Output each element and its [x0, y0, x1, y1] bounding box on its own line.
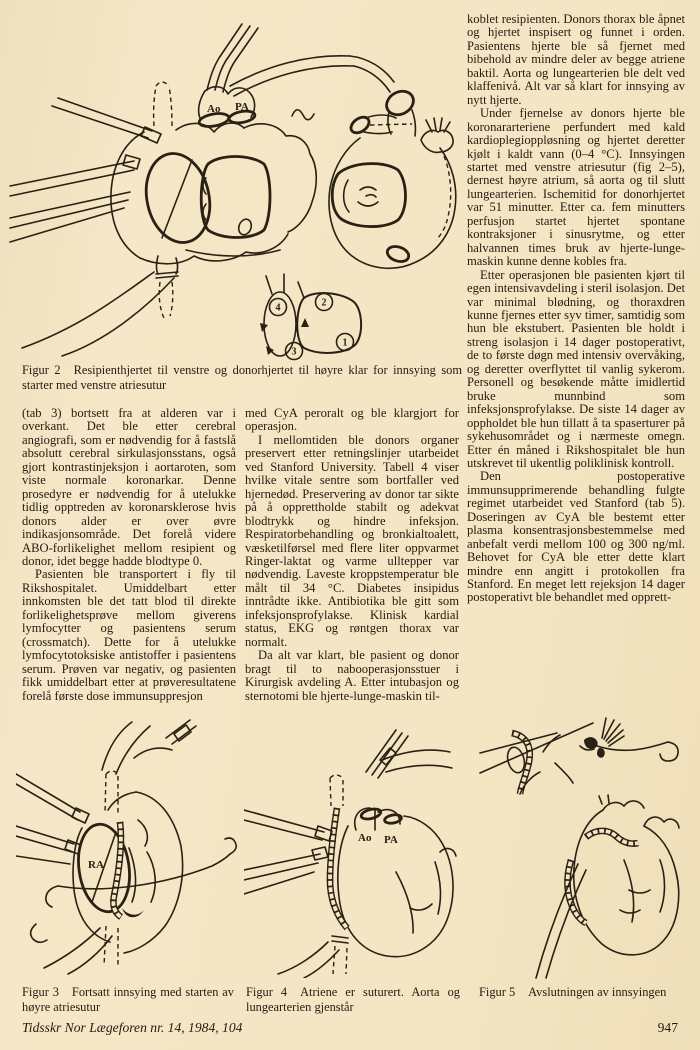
fig4-pulmonary-artery-label: PA: [384, 834, 398, 846]
fig3-right-atrium-label: RA: [88, 859, 104, 871]
figure-4-caption-text: Atriene er suturert. Aorta og lungearterien gjenstår: [246, 985, 460, 1014]
fig2-pulmonary-artery-label: PA: [235, 101, 249, 113]
paragraph: Da alt var klart, ble pasient og donor bragt til to nabooperasjonsstuer i Kirurgisk avdeling A. Etter intubasjon og sternotomi ble hjerte-lunge-maskin til-: [245, 648, 459, 703]
figure-2-illustration: [8, 6, 460, 362]
paragraph: Etter operasjonen ble pasienten kjørt til egen intensivavdeling i steril isolasjon. Det var minimal blødning, og thoraxdren kunne fjernes etter syv timer, samtidig som hun ble ekstubert. Pasienten ble holdt i streng isolasjon i 14 dager postoperativt, de to første døgn med intensiv overvåking, og deretter overflyttet til vanlig sykerom. Personell og besøkende måtte imidlertid bruke munnbind som infeksjonsprofylakse. De siste 14 dager av oppholdet ble hun tillatt å ta spaserturer på sykehusområdet og i nærmeste omegn. Etter én måned i Rikshospitalet ble hun utskrevet til ukentlig poliklinisk kontroll.: [467, 267, 685, 470]
fig2-suture-step-4: 4: [275, 302, 281, 314]
figure-3-caption-text: Fortsatt innsying med starten av høyre atriesutur: [22, 985, 234, 1014]
fig4-aorta-label: Ao: [358, 832, 372, 844]
figure-2-caption-text: Resipienthjertet til venstre og donorhjertet til høyre klar for innsying som starter med venstre atriesutur: [22, 363, 462, 392]
fig2-aorta-label: Ao: [207, 103, 221, 115]
figure-2-caption: [22, 363, 462, 392]
column-right: [467, 13, 685, 605]
fig2-suture-step-2: 2: [321, 297, 327, 309]
figure-4-caption-label: Figur 4: [246, 985, 288, 999]
paragraph: koblet resipienten. Donors thorax ble åpnet og hjertet inspisert og funnet i orden. Pasientens hjerte ble så fjernet med bibehold av mindre deler av begge atriene baktil. Aorta og lungearterien ble delt ved klaffenivå. Alt var så klart for innsying av nytt hjerte.: [467, 12, 685, 107]
figure-5-caption-label: Figur 5: [479, 985, 516, 999]
journal-citation: Tidsskr Nor Lægeforen nr. 14, 1984, 104: [22, 1020, 243, 1035]
paragraph: I mellomtiden ble donors organer preservert etter retningslinjer utarbeidet ved Stanford University. Tabell 4 viser hvilke vitale sentre som bortfaller ved hjernedød. Preservering av donor tar sikte på å opprettholde stabilt og adekvat blodtrykk og hindre infeksjon. Respiratorbehandling og bronkialtoalett, væsketilførsel med flere liter oppvarmet Ringer-laktat og varme ulltepper var nødvendig. Laveste kroppstemperatur ble målt til 34 °C. Diabetes insipidus inntrådte ikke. Antibiotika ble gitt som infeksjonsprofylakse. Klinisk kardial status, EKG og røntgen thorax var normalt.: [245, 432, 459, 649]
paragraph: (tab 3) bortsett fra at alderen var i overkant. Det ble etter cerebral angiografi, som er nødvendig for å fastslå absolutt cerebral sirkulasjonsstans, også gjort kontrastinjeksjon i aortaroten, som viste normale koronarkar. Denne prosedyre er nødvendig for å utelukke tidlig opptreden av koronarsklerose hvis donors alder er over øvre indikasjonsområde. Det forelå videre ABO-forlikelighet mellom resipient og donor, idet begge hadde blodtype 0.: [22, 406, 236, 568]
page-number: 947: [657, 1020, 678, 1035]
paragraph: Under fjernelse av donors hjerte ble koronararteriene perfundert med kald kardioplegioppløsning og hjertet deretter kjølt i kaldt vann (0–4 °C). Innsyingen startet med venstre atriesutur (fig 2–5), dernest høyre atrium, så aorta og til slutt lungearterien. Ischemitid for donorhjertet var 51 minutter. Etter ca. fem minutters perfusjon startet hjertet spontane kontraksjoner i sinusrytme, og etter halvannen times bruk av hjerte-lunge-maskin kunne denne kobles fra.: [467, 106, 685, 269]
figure-3-caption: [22, 985, 234, 1014]
figure-5-illustration: [472, 696, 696, 980]
figure-3-caption-label: Figur 3: [22, 985, 59, 999]
paragraph: Pasienten ble transportert i fly til Rikshospitalet. Umiddelbart etter innkomsten ble det tatt blod til direkte forlikelighetsprøve mellom giverens lymfocytter og pasientens serum (crossmatch). Dette for å utelukke lymfocytotoksiske antistoffer i pasientens serum. Prøven var negativ, og pasienten fikk umiddelbart etter at prøveresultatene forelå første dose immunsuppresjon: [22, 567, 236, 703]
figure-5-caption-text: Avslutningen av innsyingen: [528, 985, 667, 999]
fig2-suture-step-3: 3: [291, 346, 297, 358]
paragraph: med CyA peroralt og ble klargjort for operasjon.: [245, 406, 459, 434]
figure-2-caption-label: Figur 2: [22, 363, 61, 377]
column-left: [22, 407, 236, 703]
figure-3-illustration: [16, 716, 242, 978]
figure-4-caption: [246, 985, 460, 1014]
figure-4-illustration: [244, 722, 466, 978]
paragraph: Den postoperative immunsupprimerende behandling fulgte regimet utarbeidet ved Stanford (tab 5). Doseringen av CyA ble bestemt etter plasma konsentrasjonsbestemmelse med anbefalt verdi mellom 100 og 300 ng/ml. Behovet for CyA ble etter dette klart mindre enn angitt i protokollen fra Stanford. En meget lett rejeksjon 14 dager postoperativt ble behandlet med opprett-: [467, 469, 685, 605]
figure-5-caption: [479, 985, 698, 1000]
column-middle: [245, 407, 459, 703]
fig2-suture-step-1: 1: [342, 337, 348, 349]
page-footer: [22, 1020, 678, 1036]
